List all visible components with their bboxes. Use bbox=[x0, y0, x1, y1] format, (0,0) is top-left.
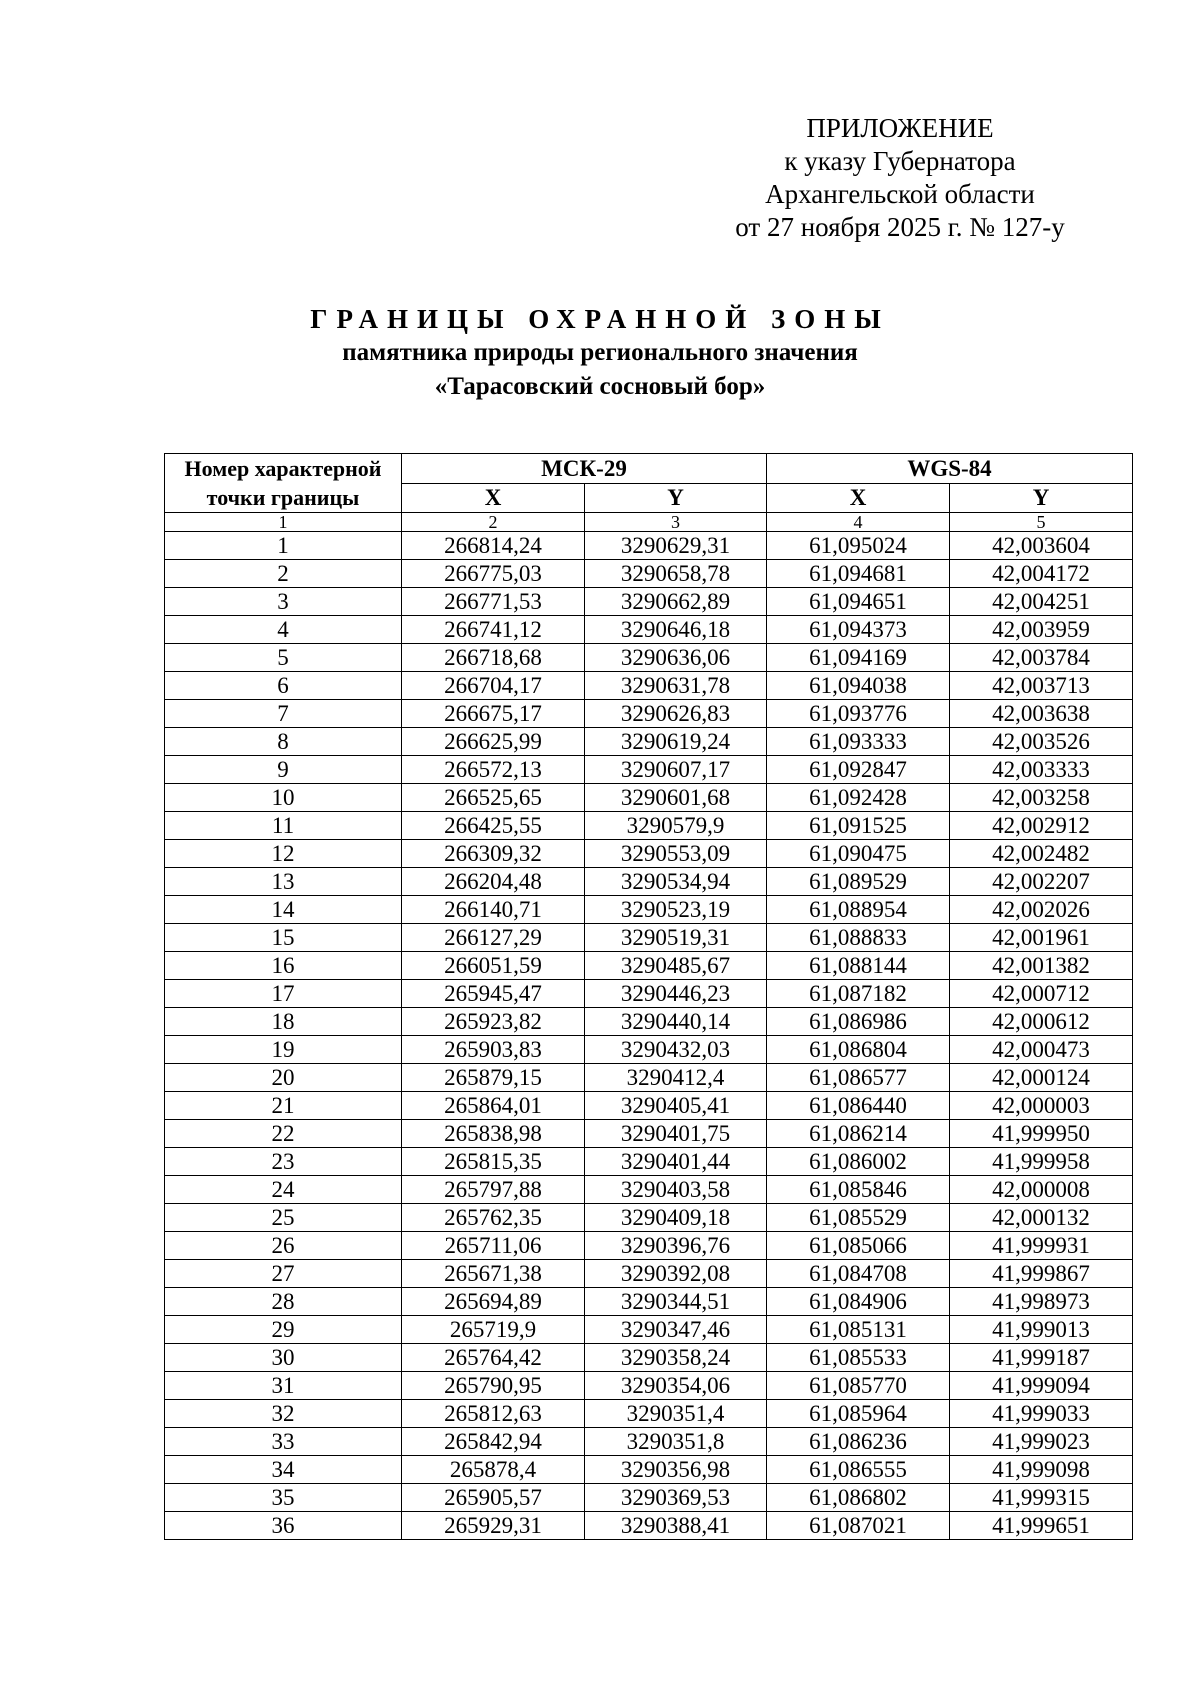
column-number: 4 bbox=[767, 513, 950, 532]
table-row bbox=[165, 616, 1133, 644]
cell-wgs-x: 61,093776 bbox=[767, 700, 950, 728]
table-row bbox=[165, 1260, 1133, 1288]
cell-msk-x: 265711,06 bbox=[402, 1232, 585, 1260]
table-row bbox=[165, 1204, 1133, 1232]
cell-msk-x: 265864,01 bbox=[402, 1092, 585, 1120]
table-row bbox=[165, 896, 1133, 924]
header-wgs-y: Y bbox=[950, 483, 1133, 513]
cell-wgs-x: 61,087182 bbox=[767, 980, 950, 1008]
cell-point-number: 2 bbox=[165, 560, 402, 588]
table-row bbox=[165, 1456, 1133, 1484]
cell-msk-x: 266675,17 bbox=[402, 700, 585, 728]
cell-wgs-y: 42,000712 bbox=[950, 980, 1133, 1008]
cell-msk-x: 265903,83 bbox=[402, 1036, 585, 1064]
cell-point-number: 19 bbox=[165, 1036, 402, 1064]
cell-msk-y: 3290432,03 bbox=[585, 1036, 767, 1064]
cell-wgs-y: 42,000124 bbox=[950, 1064, 1133, 1092]
cell-msk-y: 3290579,9 bbox=[585, 812, 767, 840]
cell-point-number: 15 bbox=[165, 924, 402, 952]
coordinates-table bbox=[164, 453, 1133, 1540]
cell-msk-y: 3290662,89 bbox=[585, 588, 767, 616]
cell-msk-y: 3290405,41 bbox=[585, 1092, 767, 1120]
table-row bbox=[165, 1316, 1133, 1344]
cell-point-number: 22 bbox=[165, 1120, 402, 1148]
cell-point-number: 16 bbox=[165, 952, 402, 980]
table-row bbox=[165, 1484, 1133, 1512]
table-row bbox=[165, 1008, 1133, 1036]
table-row bbox=[165, 588, 1133, 616]
cell-wgs-x: 61,091525 bbox=[767, 812, 950, 840]
cell-wgs-y: 42,004172 bbox=[950, 560, 1133, 588]
cell-msk-x: 266425,55 bbox=[402, 812, 585, 840]
cell-wgs-y: 42,000003 bbox=[950, 1092, 1133, 1120]
cell-msk-y: 3290534,94 bbox=[585, 868, 767, 896]
column-number-row bbox=[165, 513, 1133, 532]
cell-point-number: 13 bbox=[165, 868, 402, 896]
cell-msk-x: 265879,15 bbox=[402, 1064, 585, 1092]
cell-msk-y: 3290347,46 bbox=[585, 1316, 767, 1344]
cell-point-number: 26 bbox=[165, 1232, 402, 1260]
table-body bbox=[165, 532, 1133, 1540]
cell-wgs-x: 61,088144 bbox=[767, 952, 950, 980]
cell-point-number: 9 bbox=[165, 756, 402, 784]
table-row bbox=[165, 868, 1133, 896]
table-row bbox=[165, 1148, 1133, 1176]
cell-wgs-x: 61,093333 bbox=[767, 728, 950, 756]
column-number: 3 bbox=[585, 513, 767, 532]
header-msk29: МСК-29 bbox=[402, 454, 767, 484]
cell-msk-x: 266525,65 bbox=[402, 784, 585, 812]
cell-msk-y: 3290631,78 bbox=[585, 672, 767, 700]
table-row bbox=[165, 840, 1133, 868]
cell-msk-y: 3290403,58 bbox=[585, 1176, 767, 1204]
cell-point-number: 20 bbox=[165, 1064, 402, 1092]
cell-wgs-y: 42,000473 bbox=[950, 1036, 1133, 1064]
cell-msk-y: 3290626,83 bbox=[585, 700, 767, 728]
header-msk-y: Y bbox=[585, 483, 767, 513]
cell-wgs-y: 41,999950 bbox=[950, 1120, 1133, 1148]
cell-wgs-x: 61,086802 bbox=[767, 1484, 950, 1512]
cell-wgs-x: 61,094373 bbox=[767, 616, 950, 644]
cell-wgs-y: 41,999315 bbox=[950, 1484, 1133, 1512]
cell-wgs-x: 61,084708 bbox=[767, 1260, 950, 1288]
header-row-1 bbox=[165, 454, 1133, 484]
cell-wgs-x: 61,088954 bbox=[767, 896, 950, 924]
cell-wgs-x: 61,092428 bbox=[767, 784, 950, 812]
header-wgs-x: X bbox=[767, 483, 950, 513]
cell-msk-y: 3290388,41 bbox=[585, 1512, 767, 1540]
cell-msk-x: 265719,9 bbox=[402, 1316, 585, 1344]
table-row bbox=[165, 756, 1133, 784]
cell-wgs-x: 61,084906 bbox=[767, 1288, 950, 1316]
document-subtitle-1: памятника природы регионального значения bbox=[342, 339, 858, 366]
table-row bbox=[165, 1176, 1133, 1204]
cell-point-number: 12 bbox=[165, 840, 402, 868]
cell-wgs-x: 61,085846 bbox=[767, 1176, 950, 1204]
cell-msk-y: 3290369,53 bbox=[585, 1484, 767, 1512]
table-row bbox=[165, 812, 1133, 840]
appendix-title: ПРИЛОЖЕНИЕ bbox=[806, 113, 994, 143]
cell-wgs-y: 41,999867 bbox=[950, 1260, 1133, 1288]
cell-point-number: 17 bbox=[165, 980, 402, 1008]
table-row bbox=[165, 1344, 1133, 1372]
cell-wgs-x: 61,094651 bbox=[767, 588, 950, 616]
appendix-date: от 27 ноября 2025 г. № 127-у bbox=[735, 212, 1065, 242]
cell-wgs-y: 42,003333 bbox=[950, 756, 1133, 784]
cell-msk-y: 3290619,24 bbox=[585, 728, 767, 756]
cell-msk-x: 265671,38 bbox=[402, 1260, 585, 1288]
cell-msk-y: 3290553,09 bbox=[585, 840, 767, 868]
cell-msk-x: 265815,35 bbox=[402, 1148, 585, 1176]
cell-wgs-y: 41,998973 bbox=[950, 1288, 1133, 1316]
table-row bbox=[165, 1428, 1133, 1456]
cell-wgs-y: 41,999094 bbox=[950, 1372, 1133, 1400]
cell-point-number: 21 bbox=[165, 1092, 402, 1120]
cell-msk-y: 3290519,31 bbox=[585, 924, 767, 952]
cell-msk-x: 265762,35 bbox=[402, 1204, 585, 1232]
cell-wgs-x: 61,086986 bbox=[767, 1008, 950, 1036]
cell-msk-x: 266771,53 bbox=[402, 588, 585, 616]
cell-wgs-y: 41,999958 bbox=[950, 1148, 1133, 1176]
cell-wgs-y: 42,001382 bbox=[950, 952, 1133, 980]
table-row bbox=[165, 924, 1133, 952]
cell-point-number: 33 bbox=[165, 1428, 402, 1456]
cell-msk-y: 3290409,18 bbox=[585, 1204, 767, 1232]
cell-wgs-x: 61,085770 bbox=[767, 1372, 950, 1400]
table-row bbox=[165, 1372, 1133, 1400]
cell-point-number: 11 bbox=[165, 812, 402, 840]
cell-wgs-y: 41,999098 bbox=[950, 1456, 1133, 1484]
cell-point-number: 24 bbox=[165, 1176, 402, 1204]
cell-msk-y: 3290658,78 bbox=[585, 560, 767, 588]
cell-msk-x: 266309,32 bbox=[402, 840, 585, 868]
cell-msk-y: 3290356,98 bbox=[585, 1456, 767, 1484]
cell-wgs-x: 61,086440 bbox=[767, 1092, 950, 1120]
cell-msk-y: 3290629,31 bbox=[585, 532, 767, 560]
document-title-block bbox=[0, 302, 1200, 404]
cell-msk-y: 3290607,17 bbox=[585, 756, 767, 784]
cell-msk-y: 3290523,19 bbox=[585, 896, 767, 924]
cell-msk-y: 3290485,67 bbox=[585, 952, 767, 980]
header-point-number: Номер характерной точки границы bbox=[165, 454, 402, 513]
cell-point-number: 6 bbox=[165, 672, 402, 700]
cell-msk-y: 3290401,75 bbox=[585, 1120, 767, 1148]
cell-wgs-y: 42,003959 bbox=[950, 616, 1133, 644]
cell-point-number: 5 bbox=[165, 644, 402, 672]
cell-point-number: 4 bbox=[165, 616, 402, 644]
table-row bbox=[165, 672, 1133, 700]
cell-wgs-x: 61,085066 bbox=[767, 1232, 950, 1260]
cell-wgs-x: 61,094169 bbox=[767, 644, 950, 672]
cell-msk-y: 3290354,06 bbox=[585, 1372, 767, 1400]
table-row bbox=[165, 1232, 1133, 1260]
appendix-decree-ref: к указу Губернатора bbox=[784, 146, 1016, 176]
cell-wgs-x: 61,094681 bbox=[767, 560, 950, 588]
cell-wgs-x: 61,094038 bbox=[767, 672, 950, 700]
cell-wgs-y: 42,003258 bbox=[950, 784, 1133, 812]
cell-point-number: 14 bbox=[165, 896, 402, 924]
header-wgs84: WGS-84 bbox=[767, 454, 1133, 484]
cell-point-number: 36 bbox=[165, 1512, 402, 1540]
cell-point-number: 25 bbox=[165, 1204, 402, 1232]
cell-wgs-x: 61,085529 bbox=[767, 1204, 950, 1232]
cell-point-number: 34 bbox=[165, 1456, 402, 1484]
cell-wgs-y: 42,003784 bbox=[950, 644, 1133, 672]
cell-msk-x: 265945,47 bbox=[402, 980, 585, 1008]
cell-point-number: 1 bbox=[165, 532, 402, 560]
table-row bbox=[165, 1400, 1133, 1428]
cell-wgs-y: 42,002207 bbox=[950, 868, 1133, 896]
cell-wgs-x: 61,092847 bbox=[767, 756, 950, 784]
cell-wgs-y: 42,003713 bbox=[950, 672, 1133, 700]
cell-point-number: 3 bbox=[165, 588, 402, 616]
table-row bbox=[165, 1288, 1133, 1316]
cell-msk-y: 3290358,24 bbox=[585, 1344, 767, 1372]
table-row bbox=[165, 1512, 1133, 1540]
cell-msk-y: 3290351,4 bbox=[585, 1400, 767, 1428]
header-msk-x: X bbox=[402, 483, 585, 513]
cell-msk-y: 3290646,18 bbox=[585, 616, 767, 644]
cell-wgs-x: 61,090475 bbox=[767, 840, 950, 868]
cell-msk-x: 265905,57 bbox=[402, 1484, 585, 1512]
cell-wgs-x: 61,085131 bbox=[767, 1316, 950, 1344]
cell-wgs-y: 42,000612 bbox=[950, 1008, 1133, 1036]
cell-point-number: 23 bbox=[165, 1148, 402, 1176]
cell-msk-x: 265929,31 bbox=[402, 1512, 585, 1540]
cell-msk-x: 265812,63 bbox=[402, 1400, 585, 1428]
cell-wgs-y: 42,002912 bbox=[950, 812, 1133, 840]
cell-msk-y: 3290446,23 bbox=[585, 980, 767, 1008]
appendix-region: Архангельской области bbox=[765, 179, 1035, 209]
table-row bbox=[165, 1064, 1133, 1092]
cell-msk-y: 3290412,4 bbox=[585, 1064, 767, 1092]
cell-msk-x: 266814,24 bbox=[402, 532, 585, 560]
cell-wgs-y: 42,001961 bbox=[950, 924, 1133, 952]
cell-wgs-x: 61,086214 bbox=[767, 1120, 950, 1148]
column-number: 5 bbox=[950, 513, 1133, 532]
cell-msk-y: 3290392,08 bbox=[585, 1260, 767, 1288]
cell-wgs-x: 61,086002 bbox=[767, 1148, 950, 1176]
cell-msk-x: 265838,98 bbox=[402, 1120, 585, 1148]
cell-msk-x: 266775,03 bbox=[402, 560, 585, 588]
cell-msk-y: 3290351,8 bbox=[585, 1428, 767, 1456]
cell-msk-x: 265694,89 bbox=[402, 1288, 585, 1316]
cell-msk-y: 3290344,51 bbox=[585, 1288, 767, 1316]
cell-wgs-x: 61,086804 bbox=[767, 1036, 950, 1064]
cell-wgs-y: 42,002482 bbox=[950, 840, 1133, 868]
cell-point-number: 7 bbox=[165, 700, 402, 728]
table-row bbox=[165, 980, 1133, 1008]
cell-msk-x: 266704,17 bbox=[402, 672, 585, 700]
cell-point-number: 31 bbox=[165, 1372, 402, 1400]
cell-point-number: 10 bbox=[165, 784, 402, 812]
table-row bbox=[165, 700, 1133, 728]
cell-wgs-y: 41,999013 bbox=[950, 1316, 1133, 1344]
cell-wgs-x: 61,088833 bbox=[767, 924, 950, 952]
cell-point-number: 8 bbox=[165, 728, 402, 756]
cell-msk-y: 3290401,44 bbox=[585, 1148, 767, 1176]
table-header bbox=[165, 454, 1133, 532]
column-number: 2 bbox=[402, 513, 585, 532]
table-row bbox=[165, 644, 1133, 672]
cell-msk-x: 265878,4 bbox=[402, 1456, 585, 1484]
cell-wgs-y: 41,999651 bbox=[950, 1512, 1133, 1540]
cell-wgs-x: 61,089529 bbox=[767, 868, 950, 896]
cell-point-number: 32 bbox=[165, 1400, 402, 1428]
cell-point-number: 30 bbox=[165, 1344, 402, 1372]
cell-msk-x: 265842,94 bbox=[402, 1428, 585, 1456]
cell-wgs-y: 42,000132 bbox=[950, 1204, 1133, 1232]
cell-wgs-y: 41,999931 bbox=[950, 1232, 1133, 1260]
cell-point-number: 18 bbox=[165, 1008, 402, 1036]
document-subtitle-2: «Тарасовский сосновый бор» bbox=[434, 373, 766, 400]
table-row bbox=[165, 1092, 1133, 1120]
table-row bbox=[165, 560, 1133, 588]
document-title: ГРАНИЦЫ ОХРАННОЙ ЗОНЫ bbox=[310, 304, 890, 334]
table-row bbox=[165, 952, 1133, 980]
cell-wgs-y: 42,000008 bbox=[950, 1176, 1133, 1204]
cell-msk-x: 266127,29 bbox=[402, 924, 585, 952]
cell-msk-x: 266625,99 bbox=[402, 728, 585, 756]
cell-msk-y: 3290396,76 bbox=[585, 1232, 767, 1260]
cell-wgs-x: 61,085533 bbox=[767, 1344, 950, 1372]
cell-wgs-x: 61,086236 bbox=[767, 1428, 950, 1456]
cell-msk-y: 3290440,14 bbox=[585, 1008, 767, 1036]
column-number: 1 bbox=[165, 513, 402, 532]
cell-wgs-x: 61,085964 bbox=[767, 1400, 950, 1428]
cell-msk-x: 266204,48 bbox=[402, 868, 585, 896]
cell-wgs-x: 61,086577 bbox=[767, 1064, 950, 1092]
cell-msk-x: 265797,88 bbox=[402, 1176, 585, 1204]
cell-wgs-x: 61,095024 bbox=[767, 532, 950, 560]
cell-wgs-x: 61,087021 bbox=[767, 1512, 950, 1540]
cell-msk-x: 266140,71 bbox=[402, 896, 585, 924]
table-row bbox=[165, 784, 1133, 812]
cell-point-number: 27 bbox=[165, 1260, 402, 1288]
cell-msk-x: 266572,13 bbox=[402, 756, 585, 784]
cell-wgs-y: 42,003638 bbox=[950, 700, 1133, 728]
cell-wgs-y: 42,003526 bbox=[950, 728, 1133, 756]
table-row bbox=[165, 1120, 1133, 1148]
table-row bbox=[165, 1036, 1133, 1064]
cell-point-number: 35 bbox=[165, 1484, 402, 1512]
cell-msk-x: 266718,68 bbox=[402, 644, 585, 672]
cell-point-number: 29 bbox=[165, 1316, 402, 1344]
cell-wgs-y: 41,999023 bbox=[950, 1428, 1133, 1456]
cell-msk-x: 265790,95 bbox=[402, 1372, 585, 1400]
cell-msk-x: 265764,42 bbox=[402, 1344, 585, 1372]
cell-wgs-y: 41,999033 bbox=[950, 1400, 1133, 1428]
appendix-block bbox=[690, 112, 1110, 244]
cell-msk-x: 265923,82 bbox=[402, 1008, 585, 1036]
cell-wgs-y: 41,999187 bbox=[950, 1344, 1133, 1372]
cell-wgs-x: 61,086555 bbox=[767, 1456, 950, 1484]
cell-wgs-y: 42,002026 bbox=[950, 896, 1133, 924]
cell-msk-x: 266741,12 bbox=[402, 616, 585, 644]
cell-msk-y: 3290636,06 bbox=[585, 644, 767, 672]
cell-msk-x: 266051,59 bbox=[402, 952, 585, 980]
cell-point-number: 28 bbox=[165, 1288, 402, 1316]
table-row bbox=[165, 728, 1133, 756]
cell-wgs-y: 42,003604 bbox=[950, 532, 1133, 560]
cell-wgs-y: 42,004251 bbox=[950, 588, 1133, 616]
cell-msk-y: 3290601,68 bbox=[585, 784, 767, 812]
table-row bbox=[165, 532, 1133, 560]
